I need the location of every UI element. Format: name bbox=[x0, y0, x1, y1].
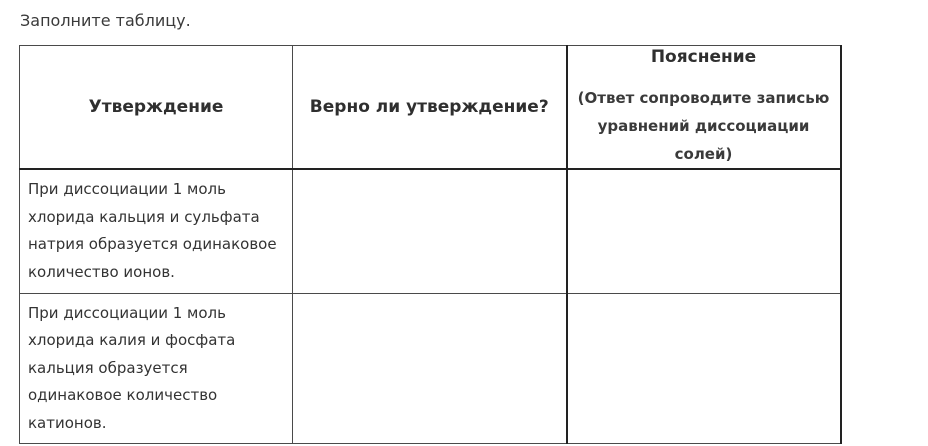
header-is-true: Верно ли утверждение? bbox=[293, 46, 567, 170]
instruction-text: Заполните таблицу. bbox=[20, 11, 191, 30]
explanation-cell[interactable] bbox=[567, 293, 841, 444]
answer-table bbox=[19, 45, 842, 444]
header-explanation-note: (Ответ сопроводите записью уравнений диссоциации солей) bbox=[577, 89, 830, 163]
explanation-cell[interactable] bbox=[567, 169, 841, 293]
header-row bbox=[20, 46, 841, 170]
header-explanation-title: Пояснение bbox=[650, 47, 757, 67]
header-explanation bbox=[567, 46, 841, 170]
table-row bbox=[20, 169, 841, 293]
header-statement: Утверждение bbox=[20, 46, 293, 170]
explanation-header-stack bbox=[568, 46, 840, 168]
table-row bbox=[20, 293, 841, 444]
is-true-cell[interactable] bbox=[293, 293, 567, 444]
is-true-cell[interactable] bbox=[293, 169, 567, 293]
statement-cell: При диссоциации 1 моль хлорида кальция и сульфата натрия образуется одинаковое количество ионов. bbox=[20, 169, 293, 293]
statement-cell: При диссоциации 1 моль хлорида калия и фосфата кальция образуется одинаковое количество катионов. bbox=[20, 293, 293, 444]
